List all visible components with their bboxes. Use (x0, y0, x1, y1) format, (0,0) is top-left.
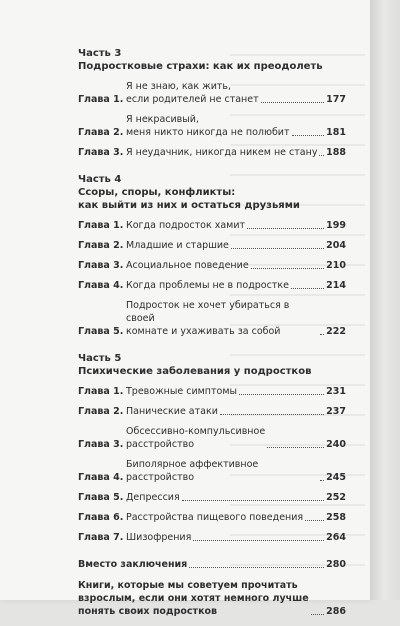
chapter-title: Я некрасивый, меня никто никогда не полюбит (126, 114, 290, 138)
dot-leader (220, 414, 324, 415)
toc-entry (78, 531, 346, 544)
chapter-title: Когда подросток хамит (126, 220, 246, 231)
toc-entry (78, 385, 346, 398)
dot-leader (319, 155, 324, 156)
chapter-label: Глава 3. (78, 439, 124, 450)
table-of-contents (78, 47, 346, 626)
dot-leader (291, 288, 324, 289)
toc-entry (78, 219, 346, 232)
chapter-title: Тревожные симптомы (126, 386, 238, 397)
chapter-label: Глава 3. (78, 147, 124, 158)
toc-endmatter-entry (78, 579, 346, 618)
dot-leader (239, 394, 324, 395)
chapter-title: Расстройства пищевого поведения (126, 512, 304, 523)
chapter-title: Асоциальное поведение (126, 260, 249, 271)
part-3 (78, 47, 346, 159)
endmatter-title: Книги, которые мы советуем прочитать взрослым, если они хотят немного лучше понять своих подростков (78, 580, 309, 617)
chapter-label: Глава 2. (78, 240, 124, 251)
page-number: 231 (326, 386, 346, 397)
part-title: Ссоры, споры, конфликты: как выйти из них и остаться друзьями (78, 187, 300, 211)
page-number: 214 (326, 280, 346, 291)
toc-entry (78, 279, 346, 292)
chapter-title: Биполярное аффективное расстройство (126, 459, 259, 483)
dot-leader (305, 520, 324, 521)
chapter-title: Я не знаю, как жить, если родителей не станет (126, 81, 259, 105)
dot-leader (311, 614, 324, 615)
toc-entry (78, 425, 346, 451)
chapter-label: Глава 1. (78, 386, 124, 397)
chapter-label: Глава 1. (78, 94, 124, 105)
chapter-title: Обсессивно-компульсивное расстройство (126, 426, 266, 450)
chapter-title: Я неудачник, никогда никем не стану (126, 147, 318, 158)
chapter-title: Подросток не хочет убираться в своей комнате и ухаживать за собой (126, 300, 290, 337)
book-spine-edge (370, 0, 400, 600)
dot-leader (251, 268, 324, 269)
page-number: 240 (326, 439, 346, 450)
dot-leader (247, 228, 324, 229)
page-number: 280 (326, 559, 346, 570)
dot-leader (193, 540, 324, 541)
chapter-label: Глава 1. (78, 220, 124, 231)
dot-leader (320, 334, 324, 335)
part-label: Часть 5 (78, 353, 122, 364)
part-title: Психические заболевания у подростков (78, 366, 312, 377)
toc-entry (78, 511, 346, 524)
chapter-label: Глава 3. (78, 260, 124, 271)
chapter-label: Глава 7. (78, 532, 124, 543)
toc-entry (78, 299, 346, 338)
page-number: 258 (326, 512, 346, 523)
toc-entry (78, 491, 346, 504)
page-number: 286 (326, 606, 346, 617)
chapter-label: Глава 5. (78, 492, 124, 503)
page-number: 252 (326, 492, 346, 503)
part-title: Подростковые страхи: как их преодолеть (78, 61, 323, 72)
page-number: 199 (326, 220, 346, 231)
endmatter-title: Вместо заключения (78, 559, 188, 570)
page-number: 181 (326, 127, 346, 138)
chapter-label: Глава 5. (78, 326, 124, 337)
toc-entry (78, 458, 346, 484)
part-label: Часть 4 (78, 174, 122, 185)
page-number: 264 (326, 532, 346, 543)
page-number: 245 (326, 472, 346, 483)
toc-entry (78, 405, 346, 418)
page-number: 188 (326, 147, 346, 158)
dot-leader (267, 447, 324, 448)
dot-leader (292, 135, 325, 136)
chapter-title: Панические атаки (126, 406, 218, 417)
chapter-title: Когда проблемы не в подростке (126, 280, 289, 291)
toc-entry (78, 113, 346, 139)
dot-leader (189, 567, 324, 568)
toc-entry (78, 80, 346, 106)
part-label: Часть 3 (78, 48, 122, 59)
part-4 (78, 173, 346, 338)
chapter-label: Глава 4. (78, 280, 124, 291)
toc-entry (78, 259, 346, 272)
page-number: 210 (326, 260, 346, 271)
toc-entry (78, 239, 346, 252)
chapter-title: Депрессия (126, 492, 180, 503)
chapter-label: Глава 4. (78, 472, 124, 483)
dot-leader (320, 480, 324, 481)
toc-entry (78, 146, 346, 159)
page-number: 237 (326, 406, 346, 417)
chapter-label: Глава 6. (78, 512, 124, 523)
chapter-label: Глава 2. (78, 406, 124, 417)
toc-endmatter-entry (78, 558, 346, 571)
page-number: 204 (326, 240, 346, 251)
dot-leader (182, 500, 324, 501)
chapter-title: Младшие и старшие (126, 240, 229, 251)
part-5 (78, 352, 346, 544)
chapter-title: Шизофрения (126, 532, 192, 543)
dot-leader (231, 248, 324, 249)
page-number: 177 (326, 94, 346, 105)
chapter-label: Глава 2. (78, 127, 124, 138)
page-number: 222 (326, 326, 346, 337)
dot-leader (261, 102, 325, 103)
